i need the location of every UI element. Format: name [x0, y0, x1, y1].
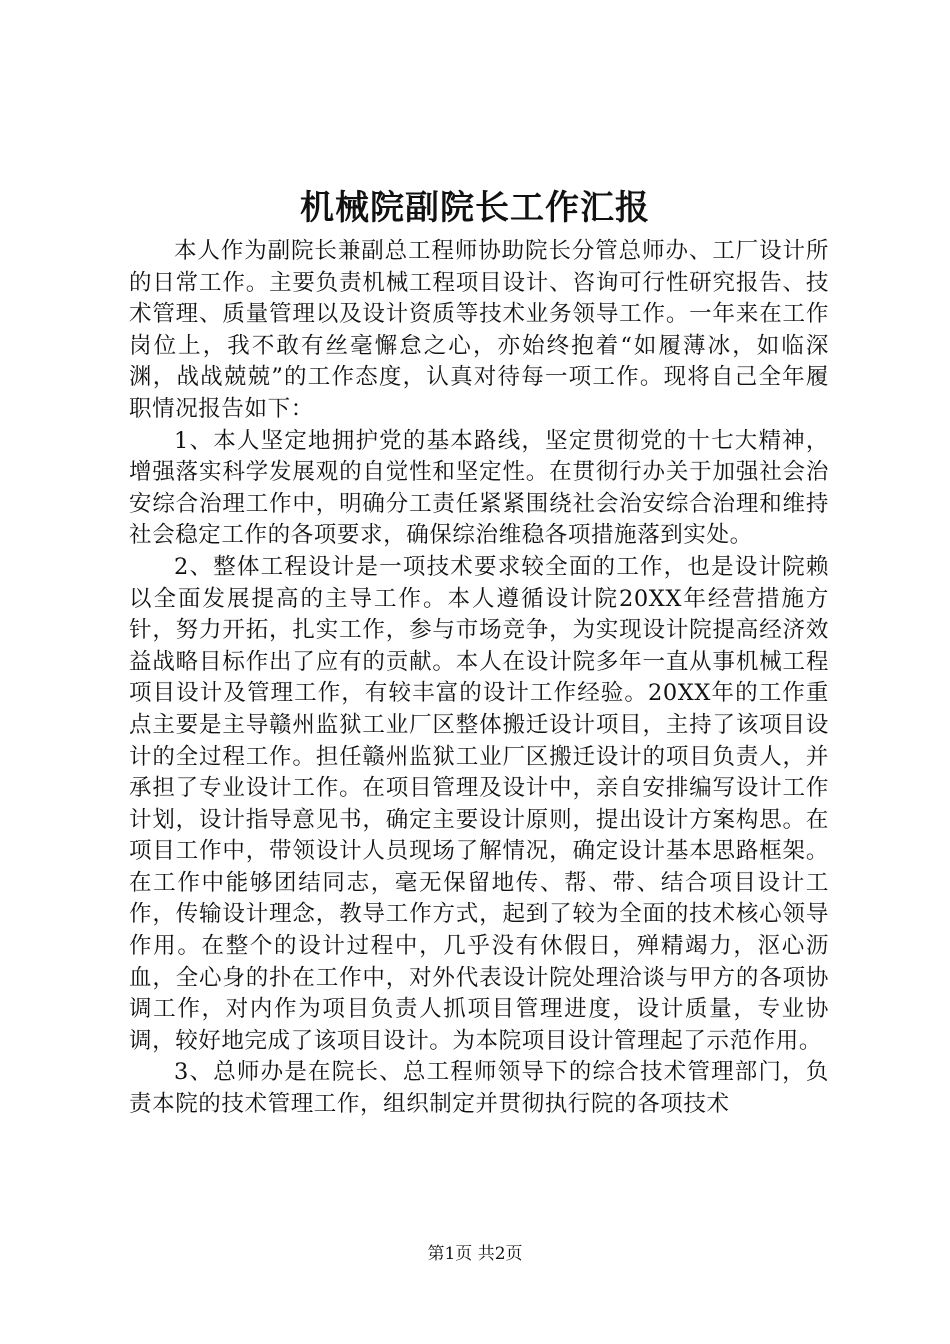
page-footer: 第1页 共2页: [427, 1244, 523, 1264]
paragraph-item-1: 1、本人坚定地拥护党的基本路线，坚定贯彻党的十七大精神，增强落实科学发展观的自觉性和坚定性。在贯彻行办关于加强社会治安综合治理工作中，明确分工责任紧紧围绕社会治安综合治理和维持社会稳定工作的各项要求，确保综治维稳各项措施落到实处。: [129, 427, 829, 549]
paragraph-item-3: 3、总师办是在院长、总工程师领导下的综合技术管理部门，负责本院的技术管理工作，组织制定并贯彻执行院的各项技术: [129, 1059, 829, 1118]
paragraph-item-2: 2、整体工程设计是一项技术要求较全面的工作，也是设计院赖以全面发展提高的主导工作。本人遵循设计院20XX年经营措施方针，努力开拓，扎实工作，参与市场竞争，为实现设计院提高经济效益战略目标作出了应有的贡献。本人在设计院多年一直从事机械工程项目设计及管理工作，有较丰富的设计工作经验。20XX年的工作重点主要是主导赣州监狱工业厂区整体搬迁设计项目，主持了该项目设计的全过程工作。担任赣州监狱工业厂区搬迁设计的项目负责人，并承担了专业设计工作。在项目管理及设计中，亲自安排编写设计工作计划，设计指导意见书，确定主要设计原则，提出设计方案构思。在项目工作中，带领设计人员现场了解情况，确定设计基本思路框架。在工作中能够团结同志，毫无保留地传、帮、带、结合项目设计工作，传输设计理念，教导工作方式，起到了较为全面的技术核心领导作用。在整个的设计过程中，几乎没有休假日，殚精竭力，沤心沥血，全心身的扑在工作中，对外代表设计院处理洽谈与甲方的各项协调工作，对内作为项目负责人抓项目管理进度，设计质量，专业协调，较好地完成了该项目设计。为本院项目设计管理起了示范作用。: [129, 553, 829, 1054]
document-body: [129, 236, 829, 1121]
paragraph-intro: 本人作为副院长兼副总工程师协助院长分管总师办、工厂设计所的日常工作。主要负责机械工程项目设计、咨询可行性研究报告、技术管理、质量管理以及设计资质等技术业务领导工作。一年来在工作岗位上，我不敢有丝毫懈怠之心，亦始终抱着“如履薄冰，如临深渊，战战兢兢”的工作态度，认真对待每一项工作。现将自己全年履职情况报告如下：: [129, 238, 829, 422]
document-title: 机械院副院长工作汇报: [300, 188, 650, 228]
